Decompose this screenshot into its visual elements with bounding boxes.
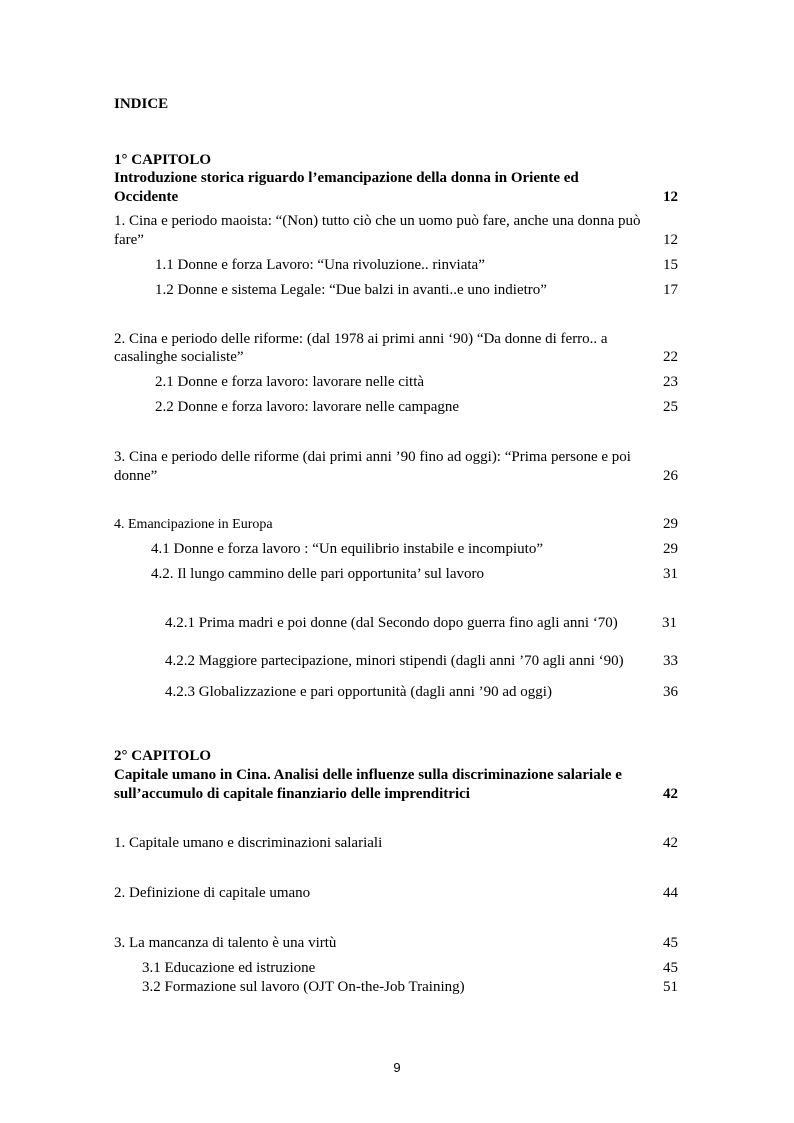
ch2-entry-2-text: 2. Definizione di capitale umano: [114, 885, 311, 901]
ch2-entry-1-page: 42: [663, 835, 678, 851]
toc-entry-1-1-page: 15: [663, 257, 678, 273]
chapter2-label: 2° CAPITOLO: [114, 748, 211, 764]
chapter1-title-line2: Occidente: [114, 189, 179, 205]
toc-entry-4-1: [151, 540, 678, 559]
toc-entry-4-1-text: 4.1 Donne e forza lavoro : “Un equilibrio instabile e incompiuto”: [151, 541, 543, 557]
toc-entry-4-2-3: [165, 683, 678, 702]
chapter2-title-entry: [114, 785, 678, 804]
toc-entry-2-2-text: 2.2 Donne e forza lavoro: lavorare nelle campagne: [155, 399, 460, 415]
toc-entry-4-2-3-page: 36: [663, 684, 678, 700]
toc-entry-1-page: 12: [663, 232, 678, 248]
toc-entry-4-2-3-text: 4.2.3 Globalizzazione e pari opportunità (dagli anni ’90 ad oggi): [165, 684, 552, 700]
toc-entry-3: [114, 467, 678, 486]
toc-entry-4-2-2-page: 33: [663, 653, 678, 669]
chapter1-title-line1: Introduzione storica riguardo l’emancipazione della donna in Oriente ed: [114, 170, 579, 186]
chapter2-title-line2: sull’accumulo di capitale finanziario delle imprenditrici: [114, 786, 470, 802]
toc-heading: INDICE: [114, 96, 169, 112]
toc-entry-4-1-page: 29: [663, 541, 678, 557]
toc-entry-2-2-page: 25: [663, 399, 678, 415]
toc-entry-2-line1: 2. Cina e periodo delle riforme: (dal 1978 ai primi anni ‘90) “Da donne di ferro.. a: [114, 331, 608, 347]
toc-entry-1-2-text: 1.2 Donne e sistema Legale: “Due balzi in avanti..e uno indietro”: [155, 282, 547, 298]
toc-entry-2-1-page: 23: [663, 374, 678, 390]
ch2-entry-1: [114, 834, 678, 853]
ch2-entry-2: [114, 884, 678, 903]
toc-entry-4-2-1: [165, 614, 677, 633]
toc-entry-2: [114, 348, 678, 367]
ch2-entry-3-1: [142, 959, 678, 978]
ch2-entry-3-2-text: 3.2 Formazione sul lavoro (OJT On-the-Job Training): [142, 979, 465, 995]
toc-entry-4-2-2-text: 4.2.2 Maggiore partecipazione, minori stipendi (dagli anni ’70 agli anni ‘90): [165, 653, 624, 669]
chapter1-page: 12: [663, 189, 678, 205]
ch2-entry-2-page: 44: [663, 885, 678, 901]
chapter1-title-entry: [114, 188, 678, 207]
toc-entry-1-1-text: 1.1 Donne e forza Lavoro: “Una rivoluzione.. rinviata”: [155, 257, 485, 273]
ch2-entry-3-page: 45: [663, 935, 678, 951]
toc-entry-2-line2: casalinghe socialiste”: [114, 349, 244, 365]
toc-entry-1-1: [155, 256, 678, 275]
toc-entry-3-line1: 3. Cina e periodo delle riforme (dai primi anni ’90 fino ad oggi): “Prima persone e poi: [114, 449, 631, 465]
toc-entry-2-2: [155, 398, 678, 417]
ch2-entry-3: [114, 934, 678, 953]
toc-entry-1-line2: fare”: [114, 232, 144, 248]
toc-entry-1-2-page: 17: [663, 282, 678, 298]
ch2-entry-1-text: 1. Capitale umano e discriminazioni salariali: [114, 835, 383, 851]
page-number: 9: [393, 1060, 401, 1075]
toc-entry-4: [114, 515, 678, 534]
ch2-entry-3-1-page: 45: [663, 960, 678, 976]
ch2-entry-3-1-text: 3.1 Educazione ed istruzione: [142, 960, 316, 976]
toc-entry-3-line2: donne”: [114, 468, 158, 484]
toc-entry-4-page: 29: [663, 516, 678, 532]
toc-entry-1: [114, 231, 678, 250]
chapter2-title-line1: Capitale umano in Cina. Analisi delle influenze sulla discriminazione salariale e: [114, 767, 622, 783]
ch2-entry-3-2-page: 51: [663, 979, 678, 995]
toc-entry-4-2: [151, 565, 678, 584]
ch2-entry-3-text: 3. La mancanza di talento è una virtù: [114, 935, 337, 951]
chapter2-page: 42: [663, 786, 678, 802]
toc-entry-4-2-1-text: 4.2.1 Prima madri e poi donne (dal Secondo dopo guerra fino agli anni ‘70): [165, 615, 618, 631]
chapter1-label: 1° CAPITOLO: [114, 152, 211, 168]
toc-entry-4-2-text: 4.2. Il lungo cammino delle pari opportunita’ sul lavoro: [151, 566, 484, 582]
toc-entry-2-1: [155, 373, 678, 392]
ch2-entry-3-2: [142, 978, 678, 997]
toc-entry-2-1-text: 2.1 Donne e forza lavoro: lavorare nelle città: [155, 374, 425, 390]
toc-entry-1-2: [155, 281, 678, 300]
toc-entry-4-2-1-page: 31: [662, 615, 677, 631]
toc-entry-3-page: 26: [663, 468, 678, 484]
toc-entry-2-page: 22: [663, 349, 678, 365]
toc-entry-1-line1: 1. Cina e periodo maoista: “(Non) tutto ciò che un uomo può fare, anche una donna può: [114, 213, 641, 229]
toc-entry-4-2-page: 31: [663, 566, 678, 582]
toc-entry-4-2-2: [165, 652, 678, 671]
toc-entry-4-text: 4. Emancipazione in Europa: [114, 517, 273, 532]
